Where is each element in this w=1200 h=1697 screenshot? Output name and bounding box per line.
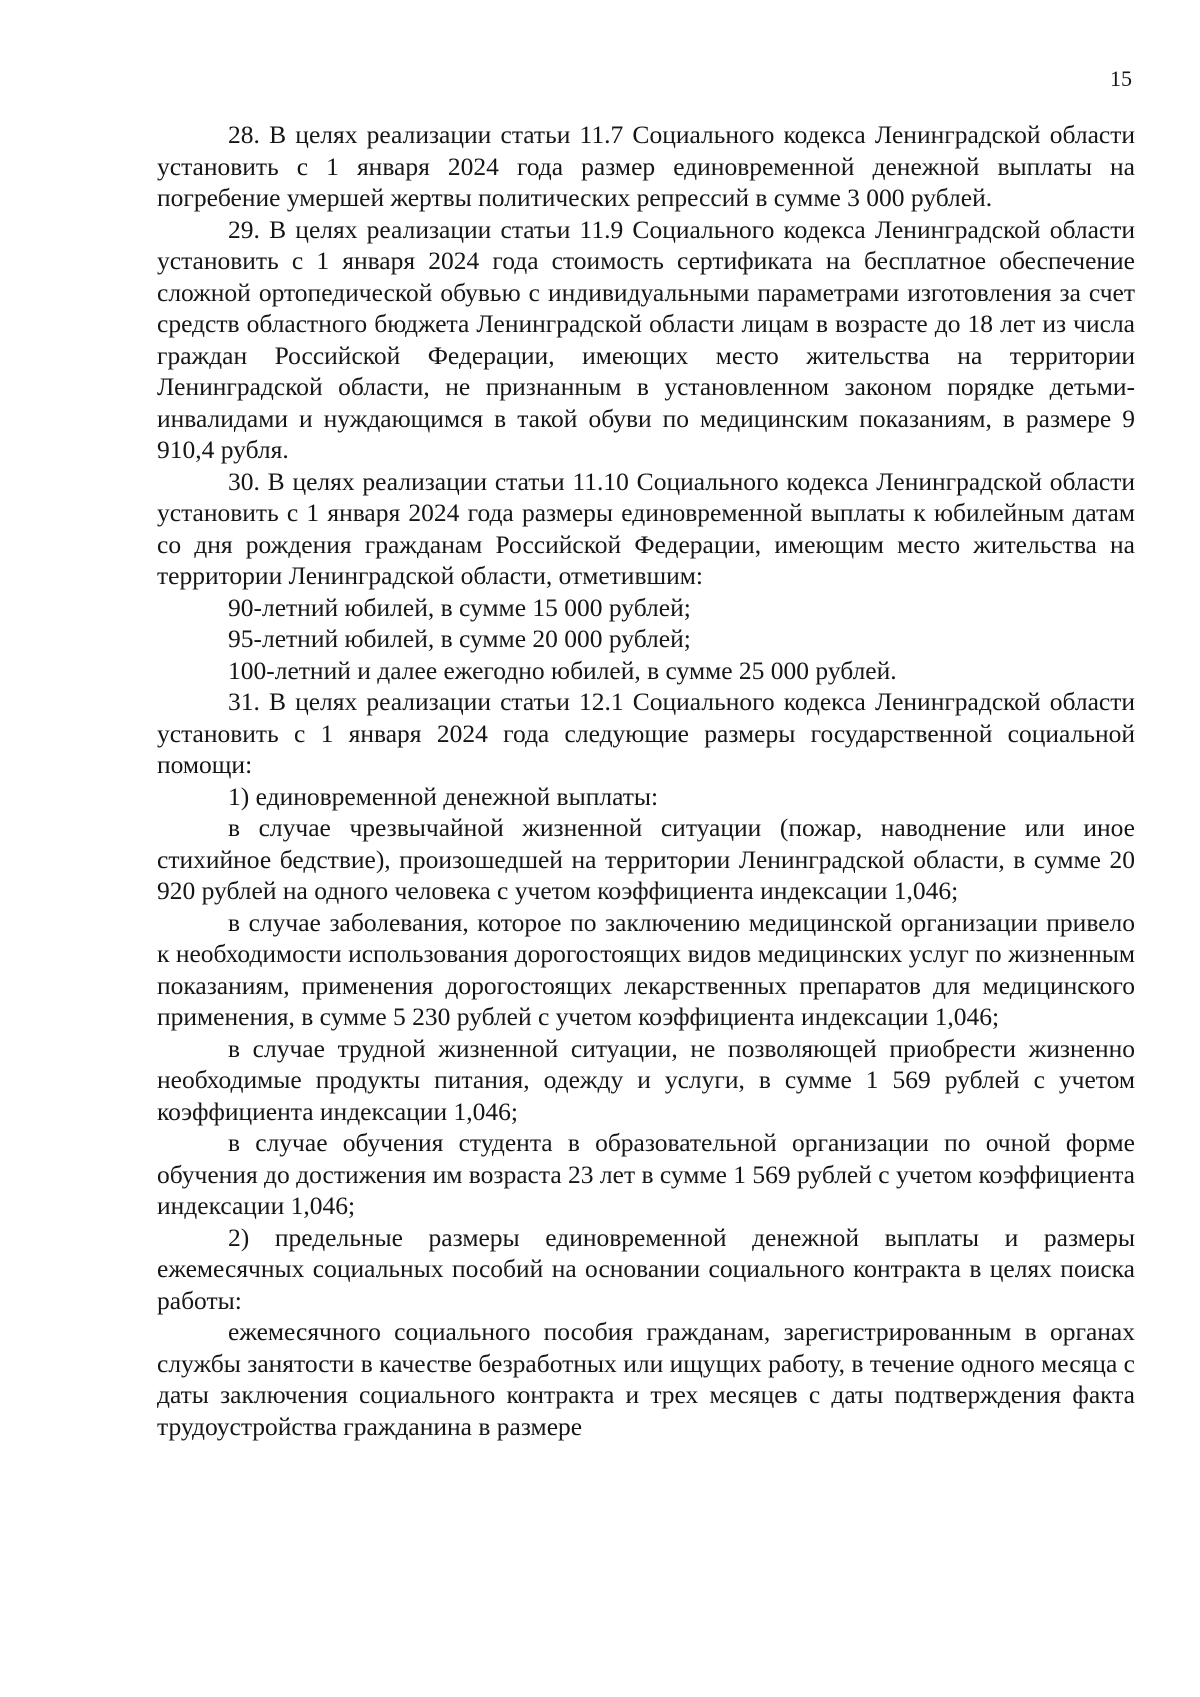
emergency-situation-item: в случае чрезвычайной жизненной ситуации (пожар, наводнение или иное стихийное бедствие), произошедшей на территории Ленинградской области, в сумме 20 920 рублей на одного человека с учетом коэффициента индексации 1,046;: [157, 813, 1135, 905]
paragraph-28: 28. В целях реализации статьи 11.7 Социального кодекса Ленинградской области установить с 1 января 2024 года размер единовременной денежной выплаты на погребение умершей жертвы политических репрессий в сумме 3 000 рублей.: [157, 120, 1135, 212]
paragraph-31: 31. В целях реализации статьи 12.1 Социального кодекса Ленинградской области установить с 1 января 2024 года следующие размеры государственной социальной помощи:: [157, 687, 1135, 779]
hardship-item: в случае трудной жизненной ситуации, не позволяющей приобрести жизненно необходимые продукты питания, одежду и услуги, в сумме 1 569 рублей с учетом коэффициента индексации 1,046;: [157, 1033, 1135, 1126]
item-2-heading: 2) предельные размеры единовременной денежной выплаты и размеры ежемесячных социальных пособий на основании социального контракта в целях поиска работы:: [157, 1222, 1135, 1315]
illness-item: в случае заболевания, которое по заключению медицинской организации привело к необходимости использования дорогостоящих видов медицинских услуг по жизненным показаниям, применения дорогостоящих лекарственных препаратов для медицинского применения, в сумме 5 230 рублей с учетом коэффициента индексации 1,046;: [157, 907, 1135, 1031]
monthly-allowance-item: ежемесячного социального пособия гражданам, зарегистрированным в органах службы занятости в качестве безработных или ищущих работу, в течение одного месяца с даты заключения социального контракта и трех месяцев с даты подтверждения факта трудоустройства гражданина в размере: [157, 1317, 1135, 1441]
paragraph-29: 29. В целях реализации статьи 11.9 Социального кодекса Ленинградской области установить с 1 января 2024 года стоимость сертификата на бесплатное обеспечение сложной ортопедической обувью с индивидуальными параметрами изготовления за счет средств областного бюджета Ленинградской области лицам в возрасте до 18 лет из числа граждан Российской Федерации, имеющих место жительства на территории Ленинградской области, не признанным в установленном законом порядке детьми-инвалидами и нуждающимся в такой обуви по медицинским показаниям, в размере 9 910,4 рубля.: [157, 214, 1135, 464]
jubilee-90-item: 90-летний юбилей, в сумме 15 000 рублей;: [228, 592, 691, 622]
document-body: [157, 119, 1135, 1442]
item-1-heading: 1) единовременной денежной выплаты:: [228, 781, 659, 811]
jubilee-100-item: 100-летний и далее ежегодно юбилей, в сумме 25 000 рублей.: [228, 655, 897, 685]
page-number: 15: [1110, 66, 1132, 91]
paragraph-30: 30. В целях реализации статьи 11.10 Социального кодекса Ленинградской области установить с 1 января 2024 года размеры единовременной выплаты к юбилейным датам со дня рождения гражданам Российской Федерации, имеющим место жительства на территории Ленинградской области, отметившим:: [157, 466, 1135, 590]
student-item: в случае обучения студента в образовательной организации по очной форме обучения до достижения им возраста 23 лет в сумме 1 569 рублей с учетом коэффициента индексации 1,046;: [157, 1128, 1135, 1220]
jubilee-95-item: 95-летний юбилей, в сумме 20 000 рублей;: [228, 624, 691, 653]
